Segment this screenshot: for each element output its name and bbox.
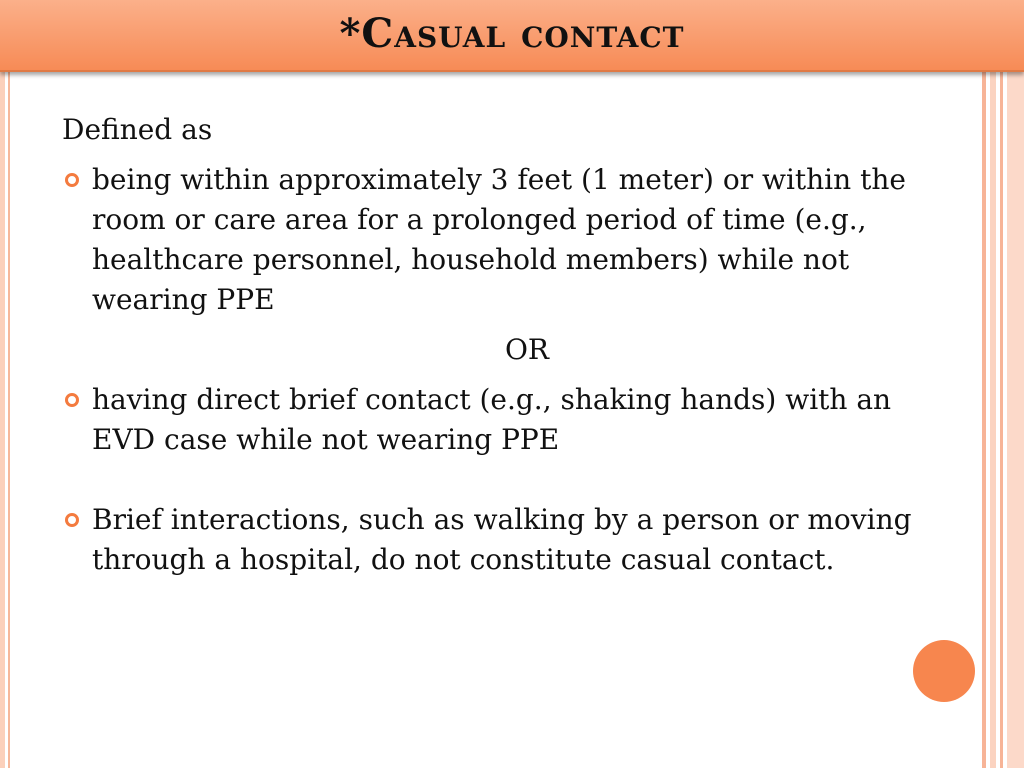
right-frame-stripe-1 — [982, 70, 986, 768]
right-frame-stripe-4 — [1007, 70, 1024, 768]
intro-text: Defined as — [62, 113, 213, 146]
slide-title: *Casual contact — [339, 9, 685, 57]
or-separator: OR — [504, 333, 550, 366]
spacer — [62, 460, 962, 490]
bullet-item — [62, 380, 962, 460]
title-band — [0, 0, 1024, 72]
bullet-text: being within approximately 3 feet (1 meter) or within the room or care area for a prolonged period of time (e.g., healthcare personnel, household members) while not wearing PPE — [92, 163, 906, 316]
right-frame-stripe-2 — [990, 70, 996, 768]
left-frame-stripe — [0, 70, 5, 768]
ring-bullet-icon — [65, 173, 79, 187]
bullet-item — [62, 160, 962, 320]
left-frame-stripe-thin — [8, 70, 10, 768]
slide-body — [62, 110, 962, 580]
ring-bullet-icon — [65, 513, 79, 527]
bullet-text: having direct brief contact (e.g., shaking hands) with an EVD case while not wearing PPE — [92, 383, 892, 456]
right-frame-stripe-3 — [1000, 70, 1003, 768]
decorative-circle-icon — [913, 640, 975, 702]
bullet-text: Brief interactions, such as walking by a person or moving through a hospital, do not constitute casual contact. — [92, 503, 912, 576]
ring-bullet-icon — [65, 393, 79, 407]
bullet-item — [62, 500, 962, 580]
